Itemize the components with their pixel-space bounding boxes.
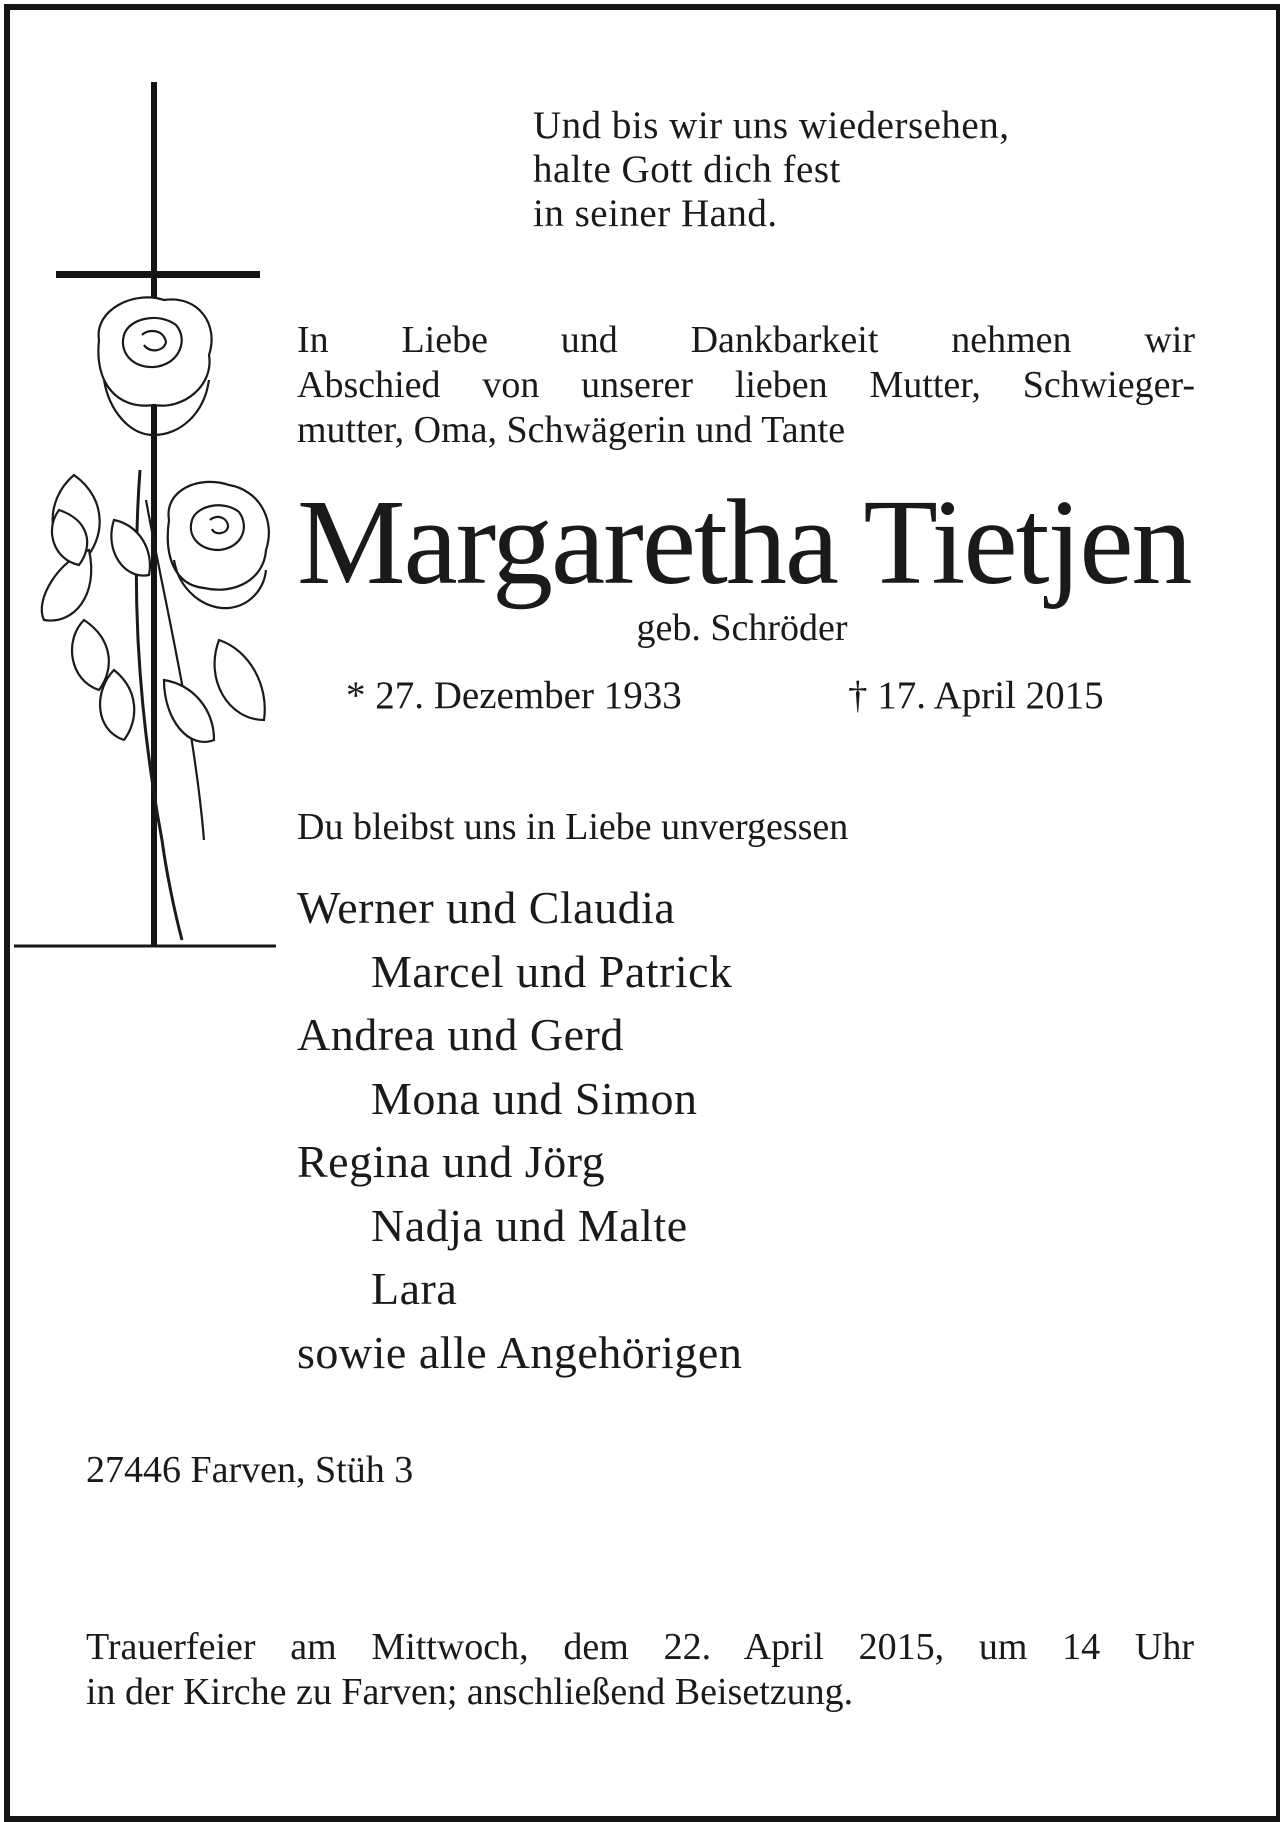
service-line: Trauerfeier am Mittwoch, dem 22. April 2015, um 14 Uhr	[86, 1626, 1194, 1668]
cross-with-roses-illustration	[14, 80, 284, 950]
list-item: Lara	[371, 1263, 458, 1314]
opening-quote	[533, 104, 1133, 236]
quote-line: Und bis wir uns wiedersehen,	[533, 104, 1010, 147]
list-item: Mona und Simon	[371, 1072, 698, 1124]
intro-line: Abschied von unserer lieben Mutter, Schwieger-	[297, 364, 1195, 406]
mourners-list	[297, 876, 742, 1384]
list-item: Regina und Jörg	[297, 1136, 606, 1187]
list-item: Werner und Claudia	[297, 882, 676, 933]
funeral-service-info	[86, 1625, 1194, 1715]
maiden-name: geb. Schröder	[636, 607, 848, 649]
intro-paragraph	[297, 318, 1195, 453]
memorial-tagline: Du bleibst uns in Liebe unvergessen	[297, 806, 849, 848]
quote-line: in seiner Hand.	[533, 192, 778, 235]
deceased-name: Margaretha Tietjen	[297, 475, 1191, 610]
quote-line: halte Gott dich fest	[533, 148, 841, 191]
list-item: Marcel und Patrick	[371, 945, 733, 997]
birth-date: * 27. Dezember 1933	[346, 674, 682, 717]
service-line: in der Kirche zu Farven; anschließend Beisetzung.	[86, 1671, 854, 1713]
list-item: sowie alle Angehörigen	[297, 1326, 743, 1378]
intro-line: mutter, Oma, Schwägerin und Tante	[297, 409, 846, 451]
list-item: Andrea und Gerd	[297, 1009, 624, 1060]
address: 27446 Farven, Stüh 3	[86, 1449, 414, 1491]
death-date: † 17. April 2015	[848, 674, 1104, 717]
list-item: Nadja und Malte	[371, 1199, 688, 1251]
intro-line: In Liebe und Dankbarkeit nehmen wir	[297, 319, 1195, 361]
